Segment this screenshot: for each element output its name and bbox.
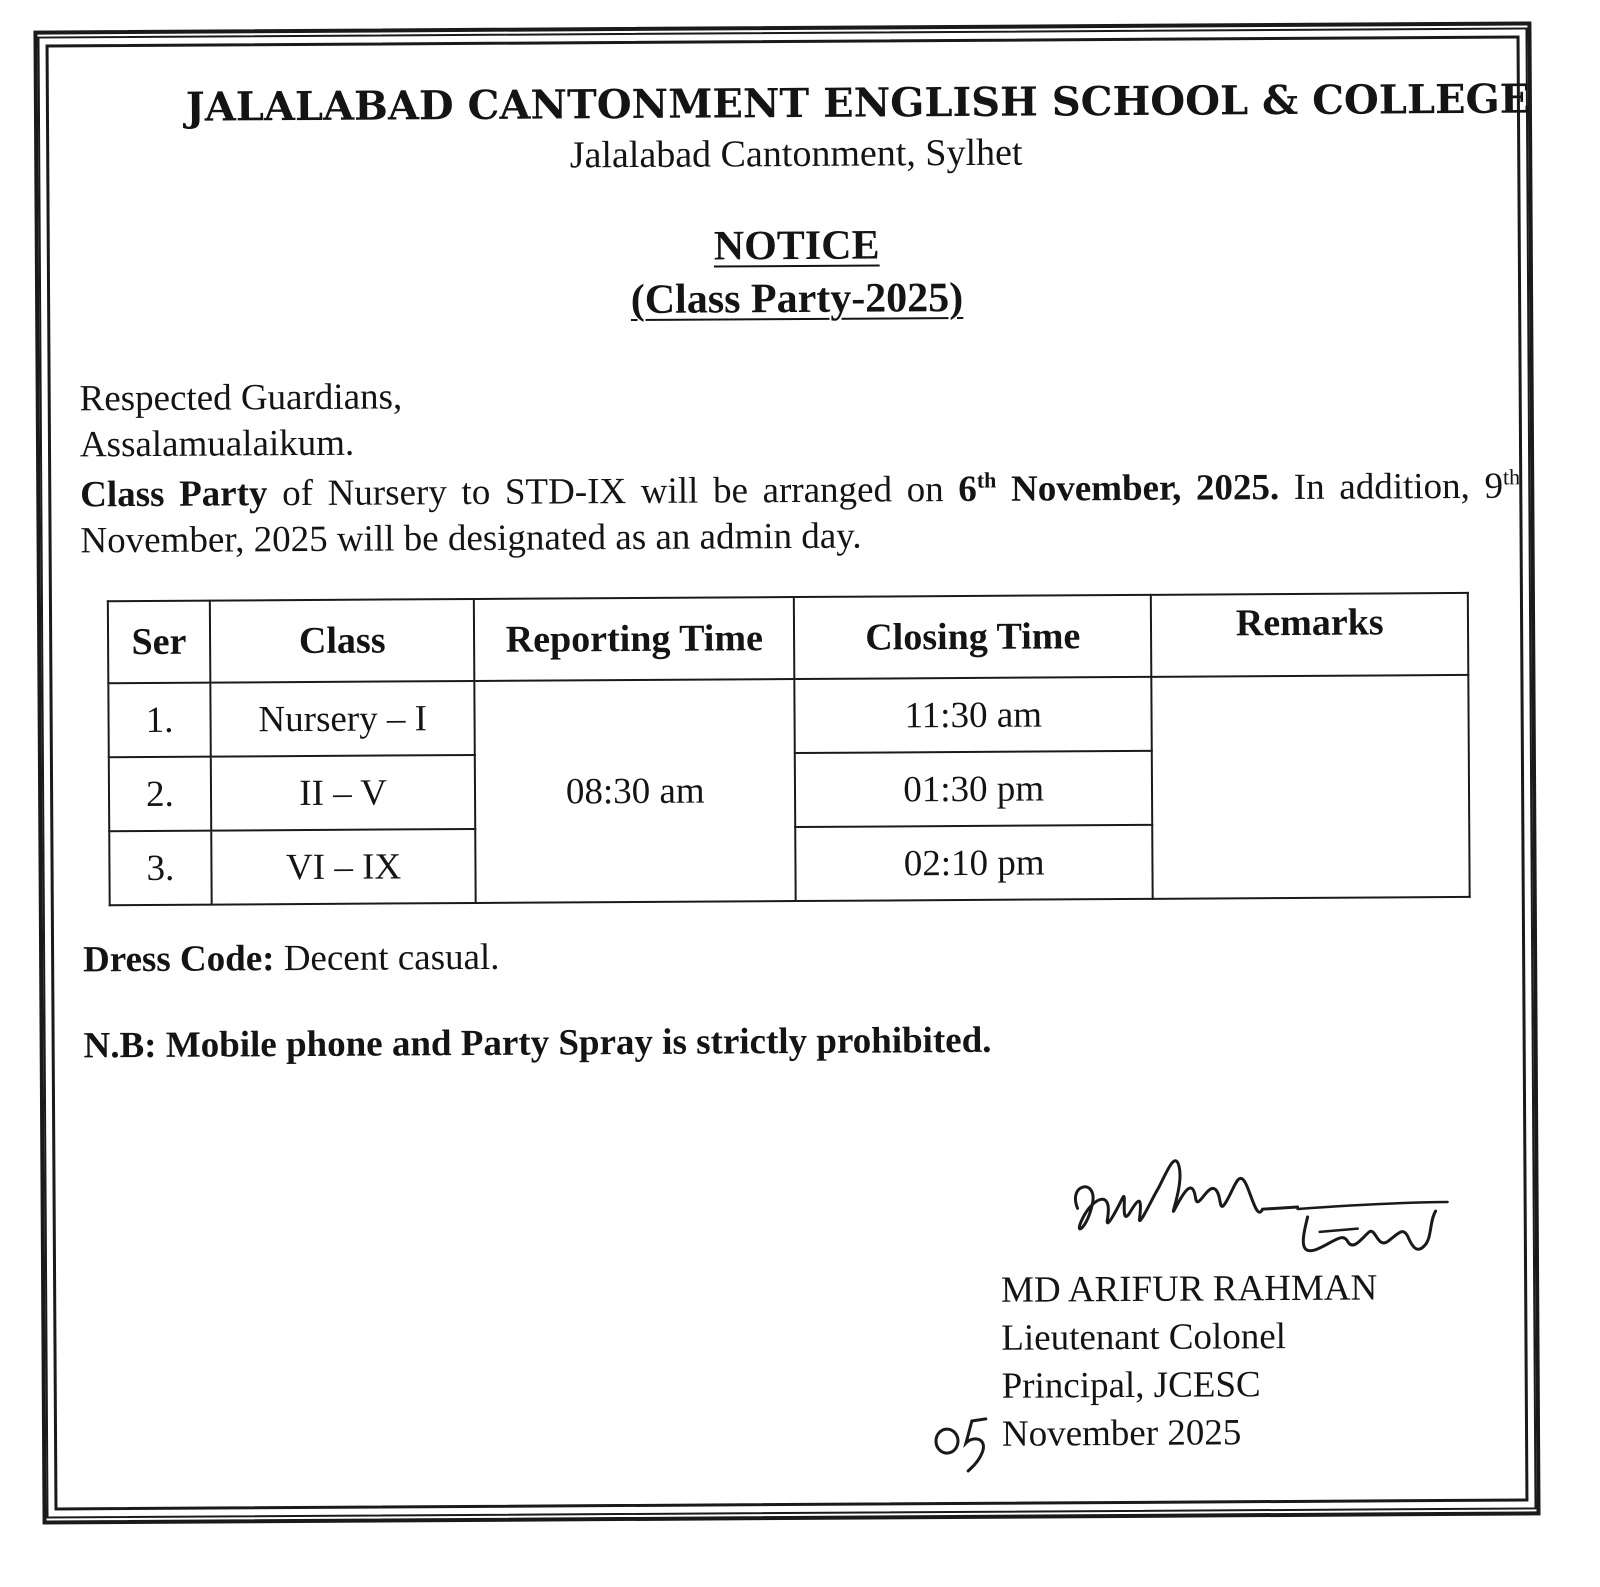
reporting-time: 08:30 am xyxy=(475,679,796,903)
school-name: JALALABAD CANTONMENT ENGLISH SCHOOL & COLLEGE xyxy=(185,75,1531,131)
signatory-block xyxy=(1001,1264,1378,1458)
dress-code-label: Dress Code: xyxy=(82,938,275,981)
row-ser: 2. xyxy=(109,757,211,832)
signatory-rank: Lieutenant Colonel xyxy=(1001,1316,1287,1359)
row-class: VI – IX xyxy=(211,829,476,905)
class-party-label: Class Party xyxy=(80,473,268,516)
admin-day-number: 9 xyxy=(1484,465,1504,507)
nb-note: N.B: Mobile phone and Party Spray is strictly prohibited. xyxy=(83,1019,992,1067)
dress-code xyxy=(83,936,500,982)
row-closing-time: 01:30 pm xyxy=(795,751,1153,827)
remarks-cell xyxy=(1152,675,1470,899)
handwritten-day-icon xyxy=(932,1413,992,1473)
header-class: Class xyxy=(210,599,475,683)
body-text-1: of Nursery to STD-IX will be arranged on xyxy=(267,469,959,515)
header-closing-time: Closing Time xyxy=(794,595,1152,679)
party-date xyxy=(958,467,1279,510)
header-reporting-time: Reporting Time xyxy=(474,597,794,681)
row-class: Nursery – I xyxy=(210,681,475,757)
notice-title xyxy=(0,217,1597,275)
row-ser: 3. xyxy=(109,831,211,906)
admin-day-suffix: th xyxy=(1502,464,1521,490)
table-header-row xyxy=(108,593,1468,683)
notice-title-text: NOTICE xyxy=(713,222,880,270)
school-address: Jalalabad Cantonment, Sylhet xyxy=(569,131,1023,177)
signatory-position: Principal, JCESC xyxy=(1001,1364,1261,1407)
greeting: Assalamualaikum. xyxy=(79,422,355,466)
signatory-name: MD ARIFUR RAHMAN xyxy=(1000,1267,1378,1311)
row-closing-time: 02:10 pm xyxy=(795,825,1153,901)
row-ser: 1. xyxy=(108,683,210,758)
row-closing-time: 11:30 am xyxy=(794,677,1152,753)
header-remarks: Remarks xyxy=(1151,593,1468,677)
schedule-table xyxy=(107,592,1471,906)
signature-icon xyxy=(1057,1136,1458,1278)
notice-subtitle-text: (Class Party-2025) xyxy=(630,274,964,324)
body-text-2: In addition, xyxy=(1279,465,1485,509)
header-ser: Ser xyxy=(108,601,210,684)
notice-body xyxy=(80,464,1521,565)
notice-subtitle xyxy=(0,270,1597,328)
party-date-suffix: th xyxy=(976,467,997,493)
party-date-rest: November, 2025. xyxy=(996,467,1280,510)
row-class: II – V xyxy=(211,755,476,831)
party-date-day: 6 xyxy=(958,468,977,511)
table-row xyxy=(108,675,1468,757)
signatory-date: November 2025 xyxy=(1001,1412,1242,1455)
dress-code-value: Decent casual. xyxy=(274,936,500,980)
salutation: Respected Guardians, xyxy=(79,376,403,420)
body-text-3: November, 2025 will be designated as an admin day. xyxy=(80,515,862,562)
